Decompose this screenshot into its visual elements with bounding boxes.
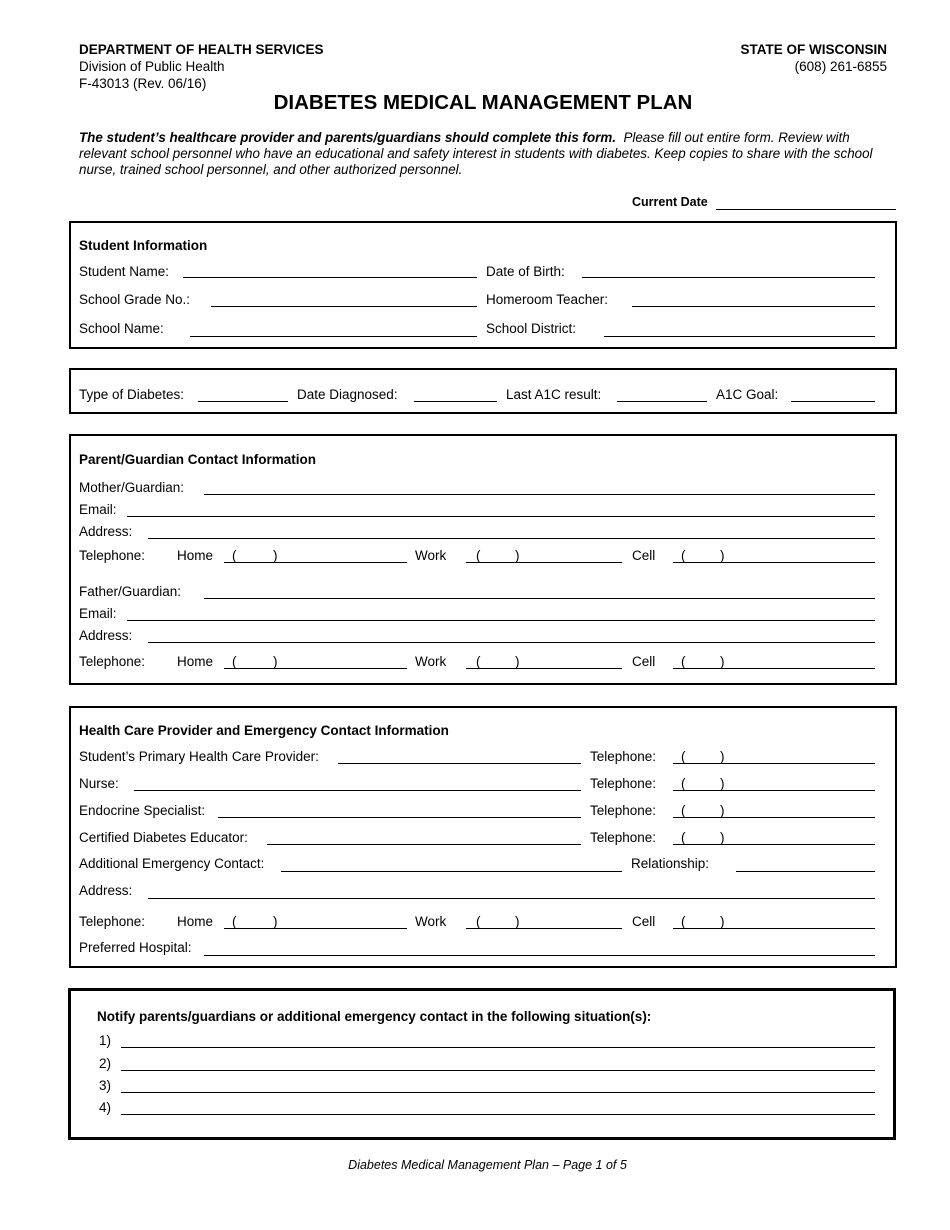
paren-open: ( xyxy=(476,654,481,669)
father-work-label: Work xyxy=(415,654,447,669)
cde-telephone-label: Telephone: xyxy=(590,830,657,845)
father-email-label: Email: xyxy=(79,606,117,621)
mother-address-field[interactable] xyxy=(148,538,875,539)
paren-close: ) xyxy=(273,914,278,929)
mother-cell-label: Cell xyxy=(632,548,656,563)
endo-field[interactable] xyxy=(218,817,581,818)
father-work-phone-field[interactable] xyxy=(466,668,622,669)
date-diagnosed-field[interactable] xyxy=(414,401,497,402)
emergency-contact-field[interactable] xyxy=(281,871,622,872)
agency-phone: (608) 261-6855 xyxy=(794,59,887,74)
district-field[interactable] xyxy=(604,336,875,337)
mother-work-label: Work xyxy=(415,548,447,563)
paren-close: ) xyxy=(720,548,725,563)
dob-field[interactable] xyxy=(582,277,875,278)
notify-item-field[interactable] xyxy=(121,1092,875,1093)
mother-telephone-label: Telephone: xyxy=(79,548,146,563)
notify-item-field[interactable] xyxy=(121,1070,875,1071)
dob-label: Date of Birth: xyxy=(486,264,565,279)
notify-item-field[interactable] xyxy=(121,1047,875,1048)
mother-address-label: Address: xyxy=(79,524,133,539)
relationship-field[interactable] xyxy=(736,871,875,872)
father-cell-label: Cell xyxy=(632,654,656,669)
relationship-label: Relationship: xyxy=(631,856,710,871)
intro-rest: Please fill out entire form. Review with relevant school personnel who have an educational and safety interest in students with diabetes. Keep copies to share with the school nurse, trained school personnel, and other authorized personnel. xyxy=(79,130,873,177)
nurse-telephone-label: Telephone: xyxy=(590,776,657,791)
paren-close: ) xyxy=(720,776,725,791)
paren-close: ) xyxy=(720,914,725,929)
current-date-label: Current Date xyxy=(632,195,708,209)
paren-close: ) xyxy=(515,914,520,929)
primary-provider-label: Student’s Primary Health Care Provider: xyxy=(79,749,319,764)
mother-home-label: Home xyxy=(177,548,214,563)
school-name-label: School Name: xyxy=(79,321,164,336)
paren-open: ( xyxy=(681,654,686,669)
teacher-label: Homeroom Teacher: xyxy=(486,292,609,307)
paren-open: ( xyxy=(476,914,481,929)
paren-open: ( xyxy=(681,749,686,764)
father-field[interactable] xyxy=(204,598,875,599)
paren-close: ) xyxy=(515,654,520,669)
cde-telephone-field[interactable] xyxy=(673,844,875,845)
provider-contact-title: Health Care Provider and Emergency Contact Information xyxy=(79,723,449,738)
father-home-label: Home xyxy=(177,654,214,669)
paren-close: ) xyxy=(720,830,725,845)
page-title: DIABETES MEDICAL MANAGEMENT PLAN xyxy=(273,91,693,114)
paren-close: ) xyxy=(273,654,278,669)
father-address-field[interactable] xyxy=(148,642,875,643)
paren-close: ) xyxy=(720,749,725,764)
mother-email-label: Email: xyxy=(79,502,117,517)
parent-contact-title: Parent/Guardian Contact Information xyxy=(79,452,317,467)
last-a1c-label: Last A1C result: xyxy=(506,387,602,402)
emergency-home-label: Home xyxy=(177,914,214,929)
paren-open: ( xyxy=(681,548,686,563)
date-diagnosed-label: Date Diagnosed: xyxy=(297,387,398,402)
division-name: Division of Public Health xyxy=(79,59,225,74)
hospital-label: Preferred Hospital: xyxy=(79,940,192,955)
emergency-work-phone-field[interactable] xyxy=(466,928,622,929)
paren-open: ( xyxy=(232,654,237,669)
endo-label: Endocrine Specialist: xyxy=(79,803,206,818)
mother-field[interactable] xyxy=(204,494,875,495)
diabetes-type-label: Type of Diabetes: xyxy=(79,387,185,402)
father-label: Father/Guardian: xyxy=(79,584,182,599)
district-label: School District: xyxy=(486,321,577,336)
student-info-title: Student Information xyxy=(79,238,208,253)
form-number: F-43013 (Rev. 06/16) xyxy=(79,76,207,91)
emergency-work-label: Work xyxy=(415,914,447,929)
intro-bold: The student’s healthcare provider and parents/guardians should complete this form. xyxy=(79,130,616,145)
emergency-home-phone-field[interactable] xyxy=(224,928,407,929)
emergency-contact-label: Additional Emergency Contact: xyxy=(79,856,265,871)
last-a1c-field[interactable] xyxy=(617,401,707,402)
state-name: STATE OF WISCONSIN xyxy=(740,42,887,57)
notify-item-number: 3) xyxy=(99,1078,112,1093)
endo-telephone-field[interactable] xyxy=(673,817,875,818)
nurse-telephone-field[interactable] xyxy=(673,790,875,791)
paren-open: ( xyxy=(232,548,237,563)
grade-label: School Grade No.: xyxy=(79,292,191,307)
mother-label: Mother/Guardian: xyxy=(79,480,185,495)
notify-item-number: 2) xyxy=(99,1056,112,1071)
paren-open: ( xyxy=(681,914,686,929)
paren-open: ( xyxy=(681,803,686,818)
father-telephone-label: Telephone: xyxy=(79,654,146,669)
notify-title: Notify parents/guardians or additional emergency contact in the following situation(s): xyxy=(97,1009,652,1024)
paren-close: ) xyxy=(273,548,278,563)
mother-work-phone-field[interactable] xyxy=(466,562,622,563)
paren-close: ) xyxy=(720,654,725,669)
father-address-label: Address: xyxy=(79,628,133,643)
father-home-phone-field[interactable] xyxy=(224,668,407,669)
emergency-address-label: Address: xyxy=(79,883,133,898)
mother-home-phone-field[interactable] xyxy=(224,562,407,563)
notify-item-number: 1) xyxy=(99,1033,112,1048)
paren-open: ( xyxy=(476,548,481,563)
emergency-address-field[interactable] xyxy=(148,898,875,899)
diabetes-type-field[interactable] xyxy=(198,401,288,402)
teacher-field[interactable] xyxy=(632,306,875,307)
mother-email-field[interactable] xyxy=(127,516,875,517)
student-name-label: Student Name: xyxy=(79,264,170,279)
paren-close: ) xyxy=(720,803,725,818)
page-footer: Diabetes Medical Management Plan – Page 1 of 5 xyxy=(348,1158,627,1172)
a1c-goal-field[interactable] xyxy=(791,401,875,402)
primary-telephone-label: Telephone: xyxy=(590,749,657,764)
endo-telephone-label: Telephone: xyxy=(590,803,657,818)
nurse-field[interactable] xyxy=(134,790,581,791)
intro-text xyxy=(79,130,894,178)
grade-field[interactable] xyxy=(211,306,477,307)
student-name-field[interactable] xyxy=(183,277,477,278)
nurse-label: Nurse: xyxy=(79,776,119,791)
school-name-field[interactable] xyxy=(190,336,477,337)
a1c-goal-label: A1C Goal: xyxy=(716,387,779,402)
paren-open: ( xyxy=(681,830,686,845)
hospital-field[interactable] xyxy=(204,955,875,956)
current-date-field[interactable] xyxy=(716,209,896,210)
cde-label: Certified Diabetes Educator: xyxy=(79,830,248,845)
paren-open: ( xyxy=(232,914,237,929)
father-email-field[interactable] xyxy=(127,620,875,621)
department-name: DEPARTMENT OF HEALTH SERVICES xyxy=(79,42,324,57)
cde-field[interactable] xyxy=(267,844,581,845)
notify-item-number: 4) xyxy=(99,1100,112,1115)
mother-cell-phone-field[interactable] xyxy=(673,562,875,563)
emergency-telephone-label: Telephone: xyxy=(79,914,146,929)
father-cell-phone-field[interactable] xyxy=(673,668,875,669)
emergency-cell-phone-field[interactable] xyxy=(673,928,875,929)
primary-provider-field[interactable] xyxy=(338,763,581,764)
paren-close: ) xyxy=(515,548,520,563)
paren-open: ( xyxy=(681,776,686,791)
emergency-cell-label: Cell xyxy=(632,914,656,929)
primary-telephone-field[interactable] xyxy=(673,763,875,764)
notify-item-field[interactable] xyxy=(121,1114,875,1115)
